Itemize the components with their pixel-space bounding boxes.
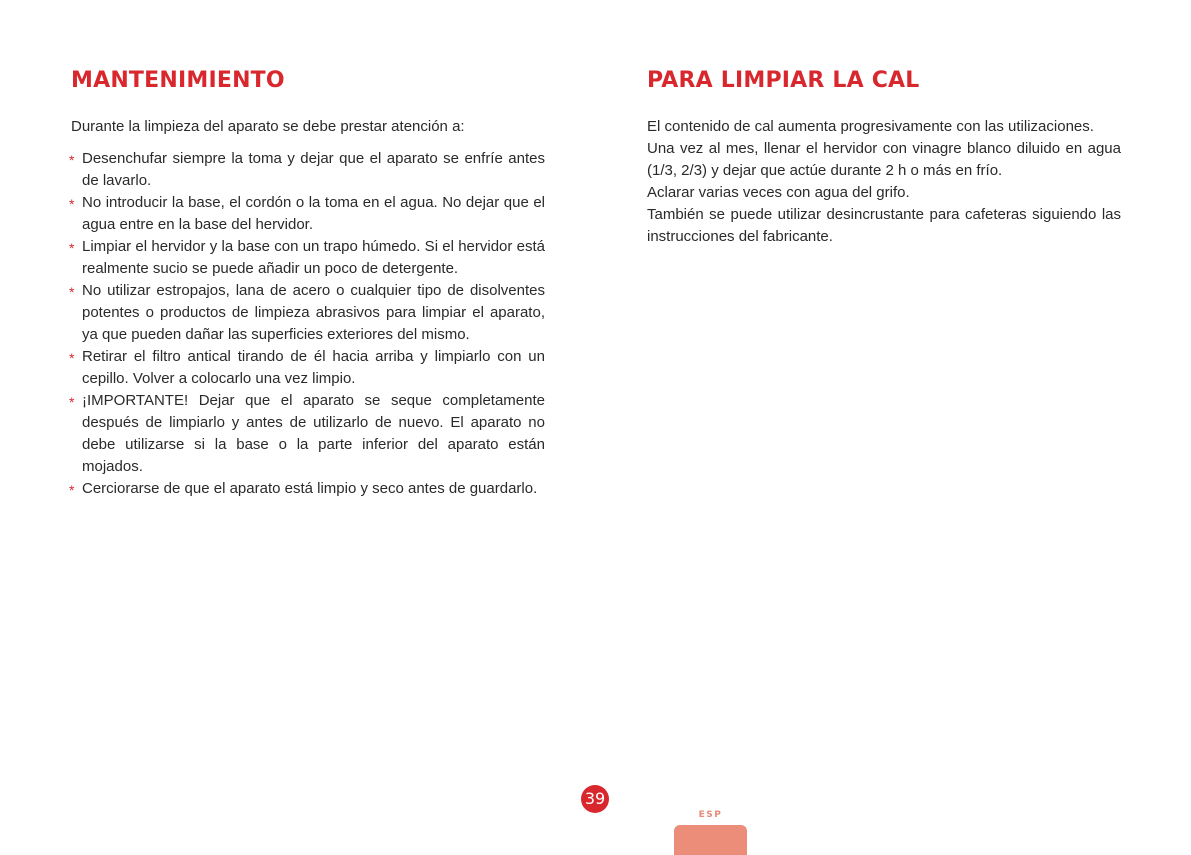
asterisk-bullet-icon: * (69, 196, 75, 212)
list-item-text: No introducir la base, el cordón o la toma en el agua. No dejar que el agua entre en la base del hervidor. (82, 194, 545, 233)
descaling-paragraph: Aclarar varias veces con agua del grifo. (647, 184, 910, 201)
asterisk-bullet-icon: * (69, 394, 75, 410)
language-tab (674, 825, 747, 855)
list-item-text: ¡IMPORTANTE! Dejar que el aparato se seque completamente después de limpiarlo y antes de utilizarlo de nuevo. El aparato no debe utilizarse si la base o la parte inferior del aparato están mojados. (82, 392, 545, 475)
asterisk-bullet-icon: * (69, 482, 75, 498)
descaling-section (647, 66, 1121, 248)
asterisk-bullet-icon: * (69, 350, 75, 366)
language-label: ESP (698, 810, 723, 820)
list-item-text: No utilizar estropajos, lana de acero o cualquier tipo de disolventes potentes o productos de limpieza abrasivos para limpiar el aparato, ya que pueden dañar las superficies exteriores del mismo. (82, 282, 545, 343)
page-number-badge: 39 (581, 785, 609, 813)
list-item-text: Retirar el filtro antical tirando de él hacia arriba y limpiarlo con un cepillo. Volver a colocarlo una vez limpio. (82, 348, 545, 387)
descaling-paragraph: Una vez al mes, llenar el hervidor con vinagre blanco diluido en agua (1/3, 2/3) y dejar que actúe durante 2 h o más en frío. (647, 140, 1121, 179)
list-item (71, 192, 545, 236)
list-item (71, 236, 545, 280)
descaling-body (647, 116, 1121, 248)
maintenance-section (71, 66, 545, 500)
descaling-paragraph: También se puede utilizar desincrustante para cafeteras siguiendo las instrucciones del fabricante. (647, 206, 1121, 245)
list-item (71, 346, 545, 390)
list-item (71, 478, 545, 500)
list-item (71, 280, 545, 346)
maintenance-title: MANTENIMIENTO (71, 68, 285, 93)
descaling-title: PARA LIMPIAR LA CAL (647, 68, 920, 93)
list-item-text: Desenchufar siempre la toma y dejar que el aparato se enfríe antes de lavarlo. (82, 150, 545, 189)
asterisk-bullet-icon: * (69, 152, 75, 168)
maintenance-list (71, 148, 545, 500)
list-item-text: Cerciorarse de que el aparato está limpio y seco antes de guardarlo. (82, 480, 538, 497)
maintenance-intro: Durante la limpieza del aparato se debe prestar atención a: (71, 118, 465, 135)
asterisk-bullet-icon: * (69, 240, 75, 256)
asterisk-bullet-icon: * (69, 284, 75, 300)
list-item (71, 148, 545, 192)
list-item (71, 390, 545, 478)
list-item-text: Limpiar el hervidor y la base con un trapo húmedo. Si el hervidor está realmente sucio se puede añadir un poco de detergente. (82, 238, 545, 277)
descaling-paragraph: El contenido de cal aumenta progresivamente con las utilizaciones. (647, 118, 1094, 135)
